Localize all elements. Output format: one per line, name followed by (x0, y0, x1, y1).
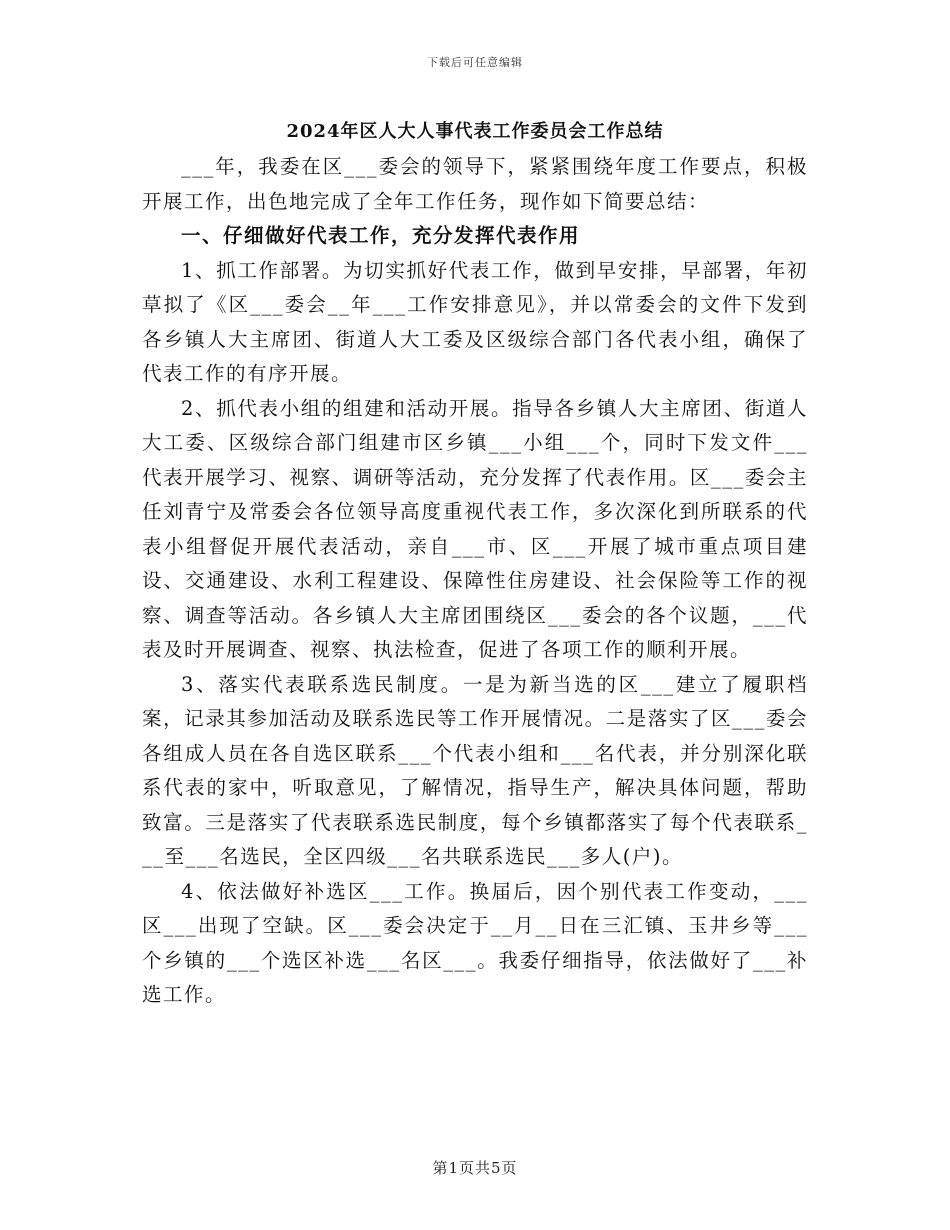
paragraph-group-activities: 2、抓代表小组的组建和活动开展。指导各乡镇人大主席团、街道人大工委、区级综合部门组建市区乡镇___小组___个，同时下发文件___代表开展学习、视察、调研等活动，充分发挥了代表作用。区___委会主任刘青宁及常委会各位领导高度重视代表工作，多次深化到所联系的代表小组督促开展代表活动，亲自___市、区___开展了城市重点项目建设、交通建设、水利工程建设、保障性住房建设、社会保险等工作的视察、调查等活动。各乡镇人大主席团围绕区___委会的各个议题，___代表及时开展调查、视察、执法检查，促进了各项工作的顺利开展。 (142, 396, 808, 661)
page-number-footer: 第1页共5页 (432, 1159, 518, 1177)
intro-paragraph: ___年，我委在区___委会的领导下，紧紧围绕年度工作要点，积极开展工作，出色地完成了全年工作任务，现作如下简要总结： (142, 155, 808, 213)
header-note: 下载后可任意编辑 (427, 56, 523, 69)
paragraph-work-deployment: 1、抓工作部署。为切实抓好代表工作，做到早安排，早部署，年初草拟了《区___委会__年___工作安排意见》，并以常委会的文件下发到各乡镇人大主席团、街道人大工委及区级综合部门各代表小组，确保了代表工作的有序开展。 (142, 258, 808, 385)
document-body (142, 150, 808, 1013)
section-heading-1: 一、仔细做好代表工作，充分发挥代表作用 (181, 224, 581, 247)
paragraph-voter-contact: 3、落实代表联系选民制度。一是为新当选的区___建立了履职档案，记录其参加活动及联系选民等工作开展情况。二是落实了区___委会各组成人员在各自选区联系___个代表小组和___名代表，并分别深化联系代表的家中，听取意见，了解情况，指导生产，解决具体问题，帮助致富。三是落实了代表联系选民制度，每个乡镇都落实了每个代表联系___至___名选民，全区四级___名共联系选民___多人(户)。 (142, 672, 808, 868)
document-title: 2024年区人大人事代表工作委员会工作总结 (286, 121, 664, 142)
paragraph-by-election: 4、依法做好补选区___工作。换届后，因个别代表工作变动，___区___出现了空缺。区___委会决定于__月__日在三汇镇、玉井乡等___个乡镇的___个选区补选___名区___。我委仔细指导，依法做好了___补选工作。 (142, 879, 808, 1006)
